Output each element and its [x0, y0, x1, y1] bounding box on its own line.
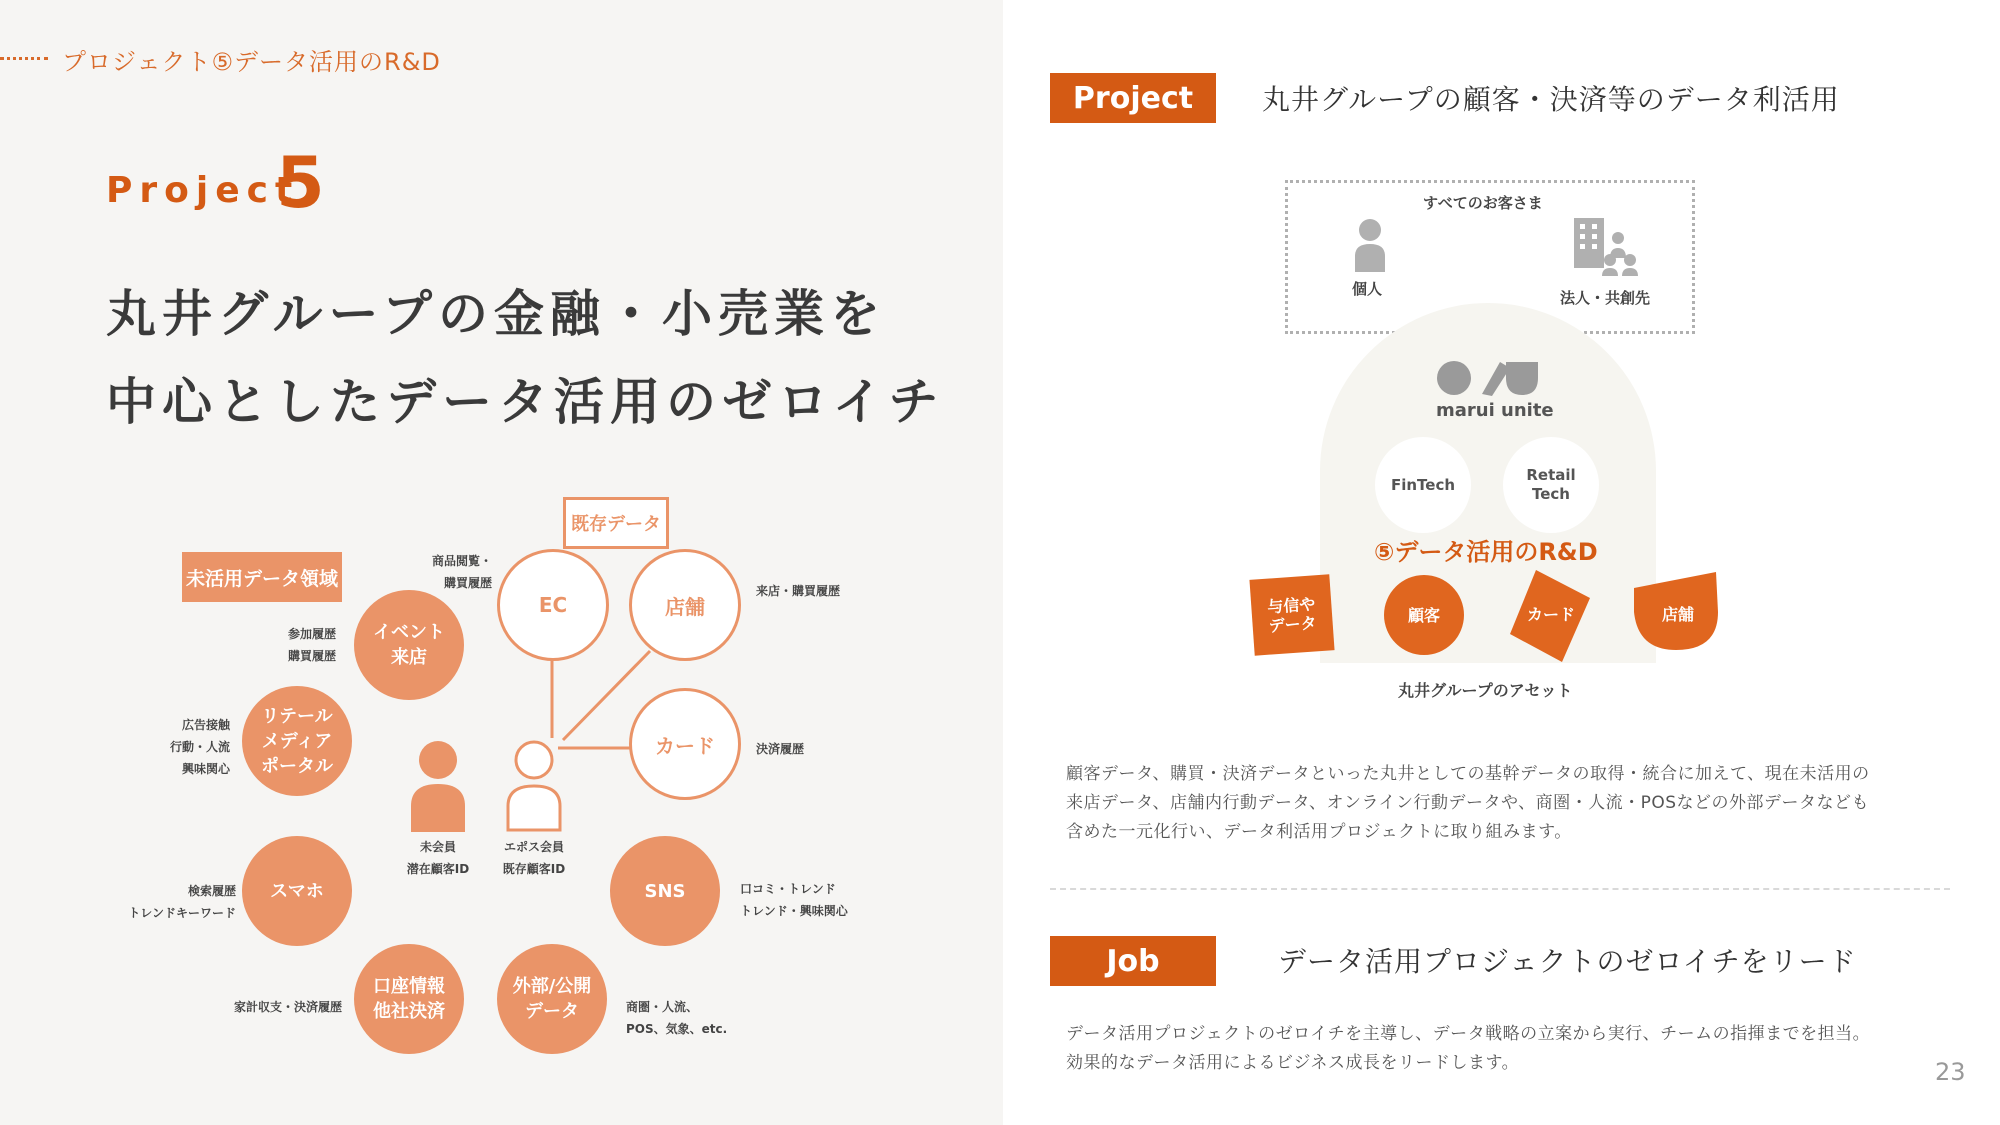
member-1: エポス会員 [503, 840, 564, 854]
note-store: 来店・購買履歴 [756, 584, 841, 598]
retail-tech-2: Tech [1532, 485, 1570, 503]
all-customers-label: すべてのお客さま [1423, 194, 1543, 212]
job-badge: Job [1050, 936, 1216, 986]
note-ext-1: 商圏・人流、 [626, 1000, 699, 1014]
event-line-2: 来店 [391, 647, 427, 668]
circle-event [354, 590, 464, 700]
circle-card [629, 688, 741, 800]
note-rm-1: 広告接触 [181, 718, 230, 732]
circle-ec [497, 549, 609, 661]
nonmember-1: 未会員 [419, 840, 456, 854]
rd-title: ⑤データ活用のR&D [1374, 538, 1598, 566]
account-line-1: 口座情報 [373, 976, 445, 997]
retail-tech-circle [1503, 437, 1599, 533]
fintech-circle [1375, 437, 1471, 533]
customer-label: 顧客 [1407, 605, 1440, 625]
note-ext-2: POS、気象、etc. [626, 1022, 728, 1036]
circle-retail-media [242, 686, 352, 796]
retail-media-line-2: メディア [261, 730, 333, 752]
headline-line-1: 丸井グループの金融・小売業を [106, 285, 886, 343]
store-label: 店舗 [1661, 604, 1694, 624]
nonmember-2: 潜在顧客ID [406, 862, 470, 876]
circle-smartphone [242, 836, 352, 946]
note-rm-3: 興味関心 [181, 762, 230, 776]
smartphone-label: スマホ [270, 880, 324, 902]
asset-customer [1384, 575, 1464, 655]
circle-store-label: 店舗 [665, 594, 705, 619]
individual-icon [1353, 218, 1387, 272]
note-ec [428, 550, 492, 594]
retail-tech-1: Retail [1526, 466, 1576, 484]
desc-line-3: 含めた一元化行い、データ利活用プロジェクトに取り組みます。 [1066, 822, 1572, 842]
job-desc-line-2: 効果的なデータ活用によるビジネス成長をリードします。 [1066, 1053, 1520, 1073]
individual-label: 個人 [1352, 280, 1383, 298]
note-retail-media [150, 714, 230, 780]
unused-data-tag: 未活用データ領域 [182, 552, 342, 602]
circle-sns [610, 836, 720, 946]
circle-ec-label: EC [538, 593, 568, 617]
note-sns-2: トレンド・興味関心 [740, 904, 848, 918]
note-sp-1: 検索履歴 [187, 884, 236, 898]
person-nonmember-label [396, 836, 480, 880]
note-ec-1: 商品閲覧・ [431, 554, 492, 568]
circle-external [497, 944, 607, 1054]
existing-data-tag: 既存データ [563, 497, 669, 549]
person-nonmember-icon [408, 740, 468, 832]
credit-2: データ [1268, 613, 1318, 636]
section-divider [1050, 888, 1950, 890]
assets-caption: 丸井グループのアセット [1398, 681, 1573, 700]
breadcrumb: プロジェクト⑤データ活用のR&D [62, 48, 441, 76]
sns-label: SNS [644, 880, 686, 902]
note-sp-2: トレンドキーワード [128, 906, 236, 920]
circle-card-label: カード [655, 733, 715, 758]
retail-media-line-1: リテール [261, 705, 333, 727]
circle-store [629, 549, 741, 661]
job-title: データ活用プロジェクトのゼロイチをリード [1278, 945, 1857, 978]
note-sns [740, 878, 848, 922]
project-number: 5 [276, 142, 325, 224]
note-event-1: 参加履歴 [287, 627, 336, 641]
marui-unite-logo-icon [1436, 360, 1540, 396]
note-ec-2: 購買履歴 [443, 576, 492, 590]
job-desc-line-1: データ活用プロジェクトのゼロイチを主導し、データ戦略の立案から実行、チームの指揮までを担当。 [1066, 1024, 1871, 1044]
note-event-2: 購買履歴 [287, 649, 336, 663]
note-external [626, 996, 727, 1040]
card-label: カード [1526, 604, 1575, 624]
marui-unite-label: marui unite [1436, 400, 1554, 421]
project-title: 丸井グループの顧客・決済等のデータ利活用 [1262, 83, 1840, 116]
external-line-2: データ [524, 1001, 579, 1022]
project-label: Project [106, 170, 300, 211]
note-smartphone [100, 880, 236, 924]
event-line-1: イベント [373, 622, 445, 643]
fintech-label: FinTech [1390, 475, 1456, 494]
note-sns-1: 口コミ・トレンド [740, 882, 836, 896]
person-member-label [492, 836, 576, 880]
project-description [1066, 760, 1870, 847]
account-line-2: 他社決済 [373, 1001, 445, 1022]
retail-media-line-3: ポータル [261, 755, 333, 777]
member-2: 既存顧客ID [502, 862, 566, 876]
marui-unite-arch [1320, 303, 1656, 663]
note-account: 家計収支・決済履歴 [233, 1000, 342, 1014]
desc-line-1: 顧客データ、購買・決済データといった丸井としての基幹データの取得・統合に加えて、現在未活用の [1066, 764, 1870, 784]
corporate-icon [1572, 216, 1640, 276]
circle-account [354, 944, 464, 1054]
desc-line-2: 来店データ、店舗内行動データ、オンライン行動データや、商圏・人流・POSなどの外部データなども [1066, 793, 1870, 813]
note-rm-2: 行動・人流 [169, 740, 230, 754]
person-member-icon [504, 740, 564, 832]
asset-card [1516, 596, 1586, 632]
credit-1: 与信や [1266, 594, 1316, 617]
headline-line-2: 中心としたデータ活用のゼロイチ [106, 373, 945, 431]
page-number: 23 [1935, 1058, 1966, 1086]
job-description [1066, 1020, 1870, 1078]
note-event [270, 623, 336, 667]
asset-store [1640, 596, 1716, 632]
corporate-label: 法人・共創先 [1560, 289, 1651, 307]
external-line-1: 外部/公開 [512, 976, 592, 997]
note-card: 決済履歴 [756, 742, 805, 756]
asset-credit [1249, 574, 1334, 655]
project-badge: Project [1050, 73, 1216, 123]
